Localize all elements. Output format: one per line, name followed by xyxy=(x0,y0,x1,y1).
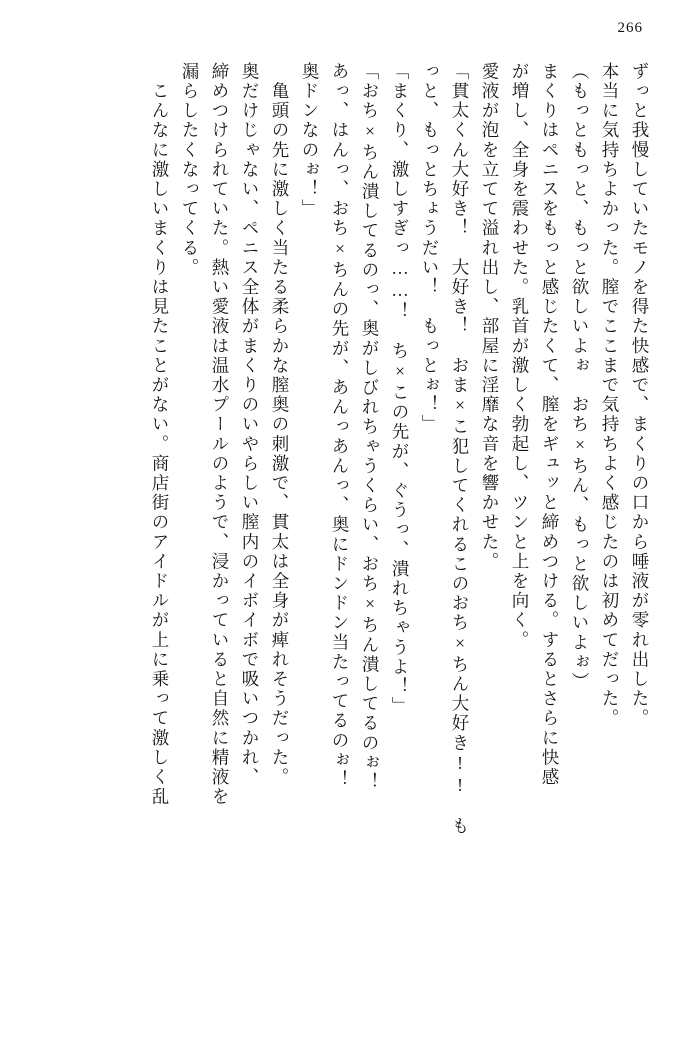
text-line: 「まくり、激しすぎっ……！ ち×この先が、ぐうっ、潰れちゃうよ！」 xyxy=(390,62,410,717)
text-line: まくりはペニスをもっと感じたくて、膣をギュッと締めつける。するとさらに快感 xyxy=(540,62,560,788)
text-line: 本当に気持ちよかった。膣でここまで気持ちよく感じたのは初めてだった。 xyxy=(600,62,620,729)
novel-text-body xyxy=(30,62,655,1022)
text-line: 漏らしたくなってくる。 xyxy=(180,62,200,278)
text-line: 奥だけじゃない、ペニス全体がまくりのいやらしい膣内のイボイボで吸いつかれ、 xyxy=(240,62,260,788)
text-line: が増し、全身を震わせた。乳首が激しく勃起し、ツンと上を向く。 xyxy=(510,62,530,650)
text-line: こんなに激しいまくりは見たことがない。商店街のアイドルが上に乗って激しく乱 xyxy=(150,62,170,807)
page-number: 266 xyxy=(617,20,643,36)
text-line: （もっともっと、もっと欲しいよぉ おち×ちん、もっと欲しいよぉ） xyxy=(570,62,590,692)
text-line: 「おち×ちん潰してるのっ、奥がしびれちゃうくらい、おち×ちん潰してるのぉ！ xyxy=(360,62,380,793)
text-line: 亀頭の先に激しく当たる柔らかな膣奥の刺激で、貫太は全身が痺れそうだった。 xyxy=(270,62,290,788)
text-line: あっ、はんっ、おち×ちんの先が、あんっあんっ、奥にドンドン当たってるのぉ！ xyxy=(330,62,350,790)
text-line: 愛液が泡を立てて溢れ出し、部屋に淫靡な音を響かせた。 xyxy=(480,62,500,572)
text-line: 奥ドンなのぉ！」 xyxy=(300,62,320,219)
text-line: 締めつけられていた。熱い愛液は温水プールのようで、浸かっていると自然に精液を xyxy=(210,62,230,807)
text-line: ずっと我慢していたモノを得た快感で、まくりの口から唾液が零れ出した。 xyxy=(630,62,650,729)
text-line: 「貫太くん大好き！ 大好き！ おま×こ犯してくれるこのおち×ちん大好き!! も xyxy=(450,62,470,837)
text-line: っと、もっとちょうだい！ もっとぉ！」 xyxy=(420,62,440,435)
